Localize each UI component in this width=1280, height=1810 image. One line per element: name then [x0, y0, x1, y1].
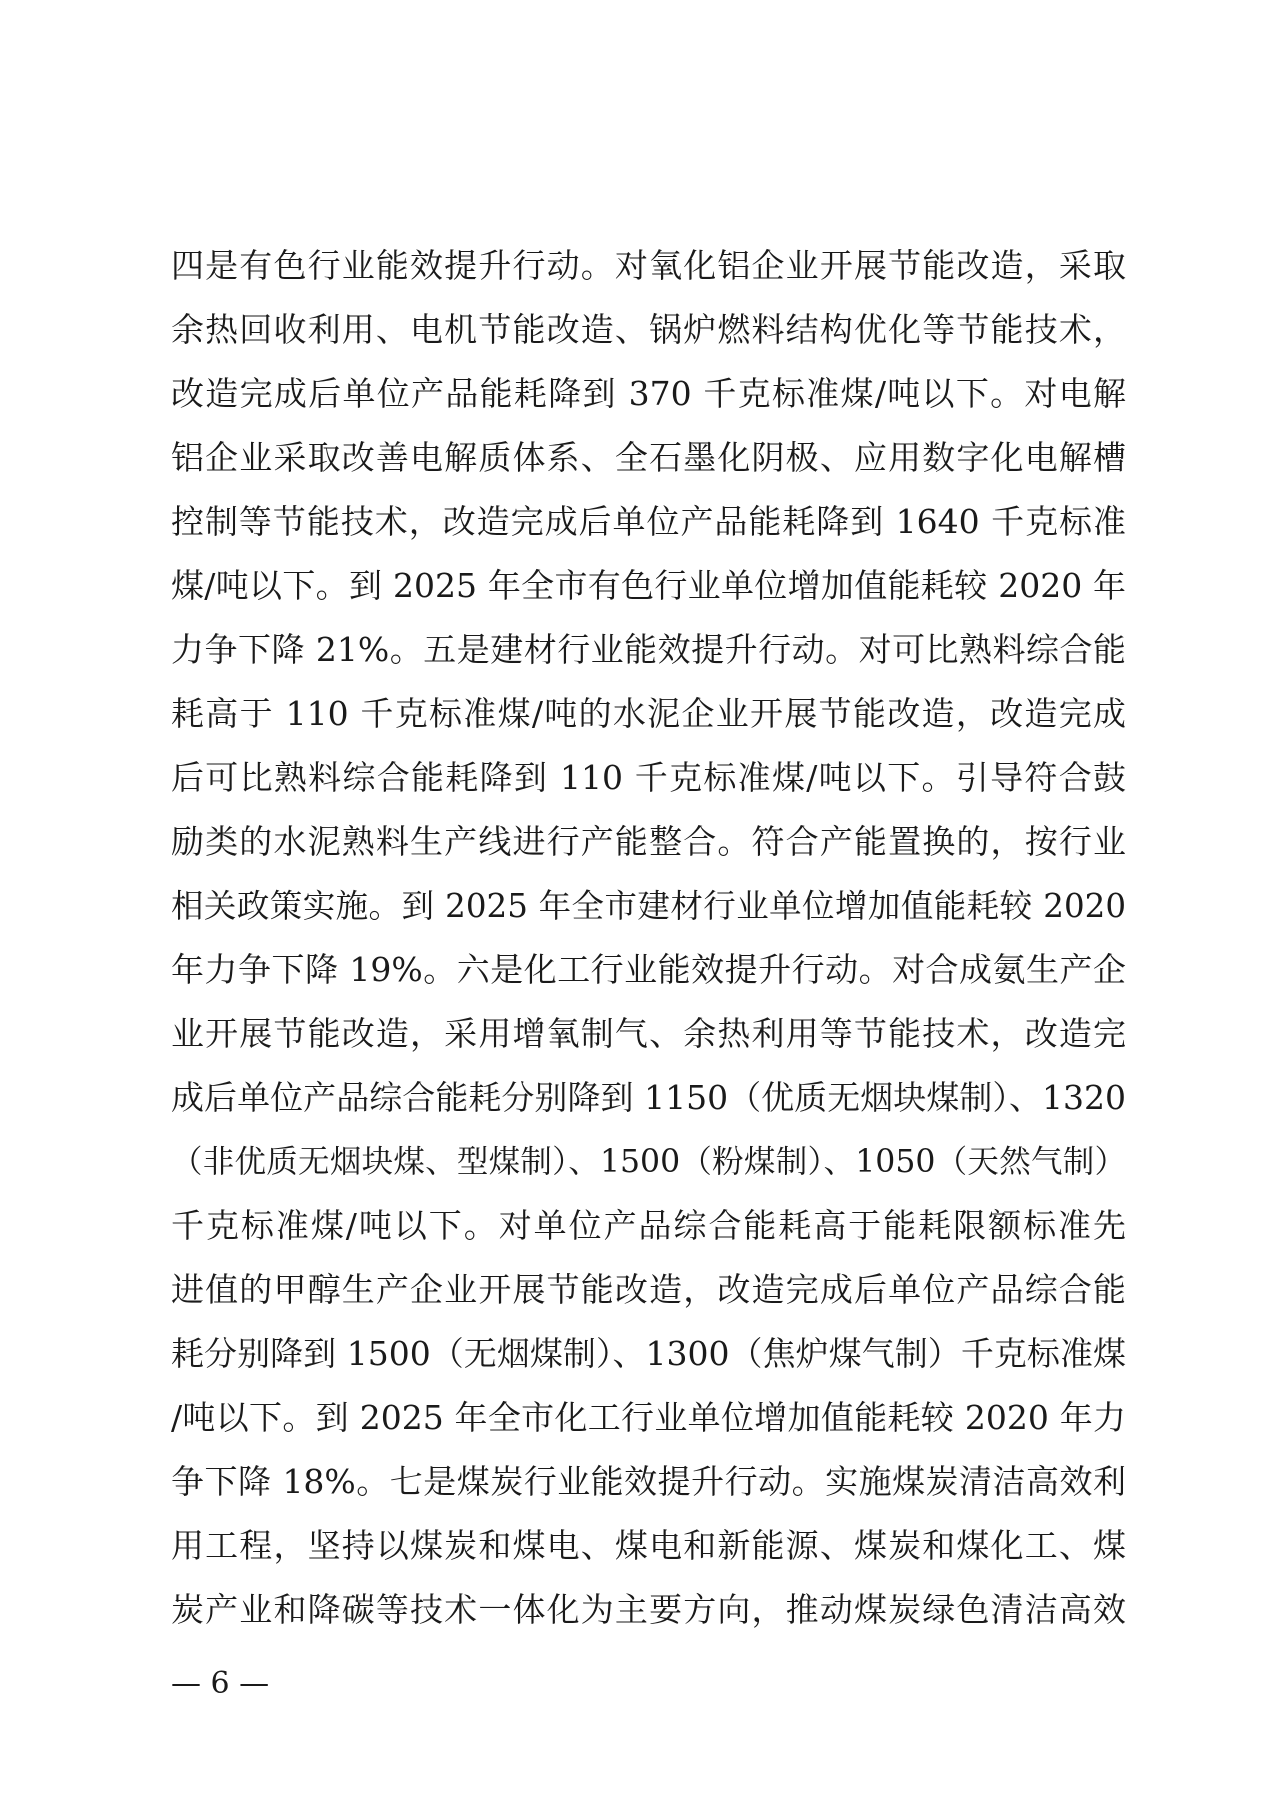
text-line: 耗高于 110 千克标准煤/吨的水泥企业开展节能改造，改造完成 [171, 694, 1126, 733]
text-line: 争下降 18%。七是煤炭行业能效提升行动。实施煤炭清洁高效利 [171, 1462, 1126, 1501]
text-line: 四是有色行业能效提升行动。对氧化铝企业开展节能改造，采取 [171, 246, 1126, 285]
text-line: 耗分别降到 1500（无烟煤制）、1300（焦炉煤气制）千克标准煤 [171, 1334, 1126, 1373]
text-line: 控制等节能技术，改造完成后单位产品能耗降到 1640 千克标准 [171, 502, 1126, 541]
text-line: 励类的水泥熟料生产线进行产能整合。符合产能置换的，按行业 [171, 822, 1126, 861]
text-line: 千克标准煤/吨以下。对单位产品综合能耗高于能耗限额标准先 [171, 1206, 1126, 1245]
text-line: 力争下降 21%。五是建材行业能效提升行动。对可比熟料综合能 [171, 630, 1126, 669]
text-line: 年力争下降 19%。六是化工行业能效提升行动。对合成氨生产企 [171, 950, 1126, 989]
text-line: 进值的甲醇生产企业开展节能改造，改造完成后单位产品综合能 [171, 1270, 1126, 1309]
text-line: 成后单位产品综合能耗分别降到 1150（优质无烟块煤制）、1320 [171, 1078, 1126, 1117]
text-line: 铝企业采取改善电解质体系、全石墨化阴极、应用数字化电解槽 [171, 438, 1126, 477]
text-line: （非优质无烟块煤、型煤制）、1500（粉煤制）、1050（天然气制） [171, 1144, 1126, 1180]
text-line: 改造完成后单位产品能耗降到 370 千克标准煤/吨以下。对电解 [171, 374, 1126, 413]
text-line: /吨以下。到 2025 年全市化工行业单位增加值能耗较 2020 年力 [171, 1398, 1126, 1437]
text-line: 后可比熟料综合能耗降到 110 千克标准煤/吨以下。引导符合鼓 [171, 758, 1126, 797]
text-line: 业开展节能改造，采用增氧制气、余热利用等节能技术，改造完 [171, 1014, 1126, 1053]
page-number: — 6 — [171, 1666, 270, 1701]
text-line: 煤/吨以下。到 2025 年全市有色行业单位增加值能耗较 2020 年 [171, 566, 1126, 605]
body-text [171, 234, 1126, 1642]
text-line: 用工程，坚持以煤炭和煤电、煤电和新能源、煤炭和煤化工、煤 [171, 1526, 1126, 1565]
text-line: 炭产业和降碳等技术一体化为主要方向，推动煤炭绿色清洁高效 [171, 1590, 1126, 1629]
text-line: 余热回收利用、电机节能改造、锅炉燃料结构优化等节能技术， [171, 310, 1126, 349]
text-line: 相关政策实施。到 2025 年全市建材行业单位增加值能耗较 2020 [171, 887, 1126, 925]
